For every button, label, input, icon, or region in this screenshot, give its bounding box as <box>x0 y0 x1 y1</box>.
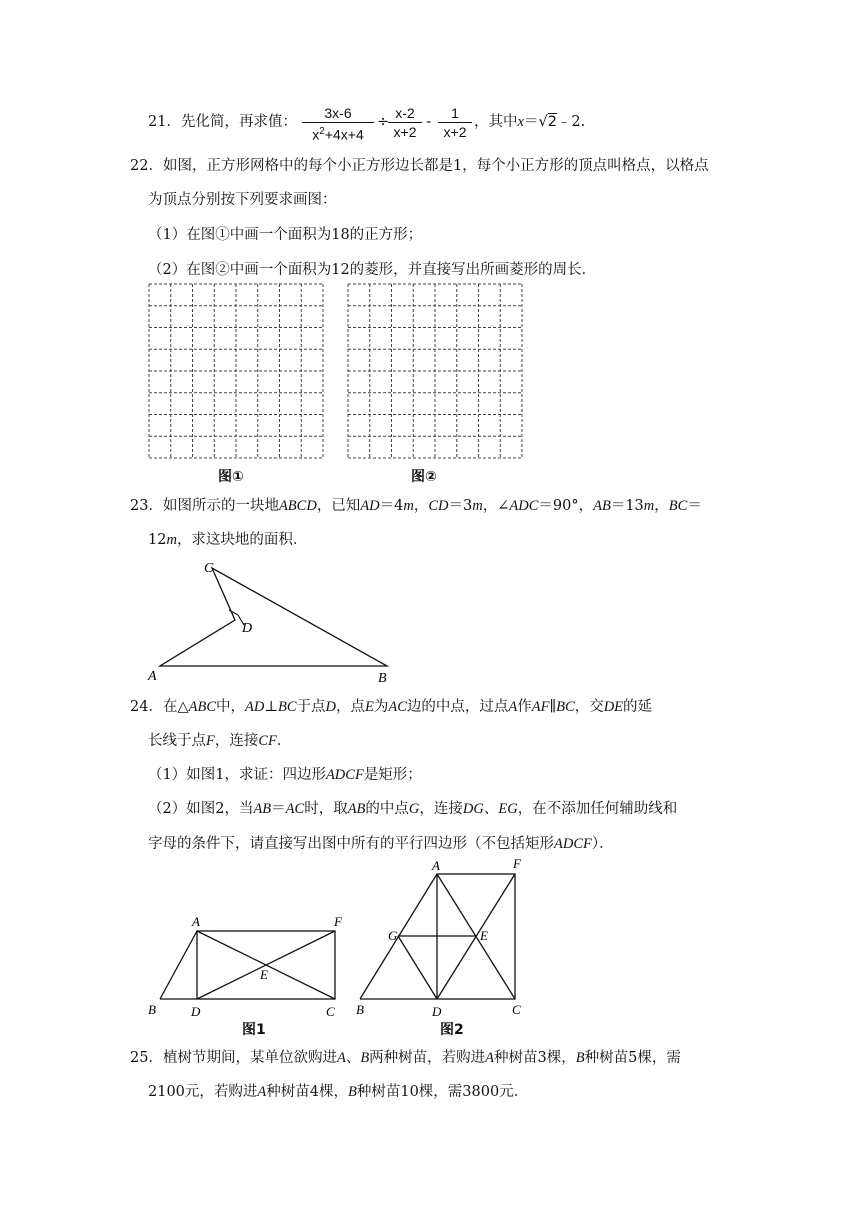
q21-fraction-3: 1 x+2 <box>438 104 472 141</box>
svg-text:E: E <box>260 967 268 982</box>
q24-part-1: （1）如图1，求证：四边形ADCF是矩形； <box>148 767 422 783</box>
label-D: D <box>242 621 253 636</box>
q22-line-1: 22．如图，正方形网格中的每个小正方形边长都是1，每个小正方形的顶点叫格点，以格点 <box>130 158 709 174</box>
grid-figure-2 <box>347 283 523 459</box>
q24-line-1: 24．在△ABC中，AD⊥BC于点D，点E为AC边的中点，过点A作AF∥BC，交DE的延 <box>130 699 653 715</box>
svg-text:F: F <box>334 914 342 929</box>
svg-text:B: B <box>148 1002 156 1017</box>
q21-fraction-1 <box>302 104 374 144</box>
fig2-caption: 图② <box>411 469 437 485</box>
svg-text:A: A <box>432 858 440 873</box>
q24-part-2: （2）如图2，当AB＝AC时，取AB的中点G，连接DG、EG，在不添加任何辅助线和 <box>148 801 678 817</box>
q21-frac1-denominator: $x^2+4x+4$ <box>312 126 364 143</box>
svg-text:D: D <box>432 1004 442 1019</box>
q21-divide: ÷ <box>377 114 390 130</box>
svg-text:D: D <box>191 1004 201 1019</box>
grid-figure-1 <box>148 283 324 459</box>
q25-line-2: 2100元，若购进A种树苗4棵，B种树苗10棵，需3800元． <box>148 1084 529 1100</box>
q22-line-2: 为顶点分别按下列要求画图： <box>148 192 337 208</box>
label-C: C <box>204 561 214 576</box>
rectangle-figure-1 <box>140 906 360 1022</box>
svg-text:B: B <box>356 1002 364 1017</box>
svg-text:F: F <box>513 856 521 871</box>
q21-prefix: 先化简，再求值： <box>180 114 297 130</box>
q24-part-3: 字母的条件下，请直接写出图中所有的平行四边形（不包括矩形ADCF）． <box>148 836 614 852</box>
q21-frac1-numerator: 3x-6 <box>324 105 352 121</box>
q21-condition: ，其中x＝√2﹣2. <box>474 114 586 130</box>
q22-part-1: （1）在图①中画一个面积为18的正方形； <box>148 227 423 243</box>
label-B: B <box>378 671 387 686</box>
fig1-caption: 图① <box>218 469 244 485</box>
q23-line-1: 23．如图所示的一块地ABCD，已知AD＝4m，CD＝3m，∠ADC＝90°，AB＝13m，BC＝ <box>130 498 702 514</box>
q21-fraction-2: x-2 x+2 <box>388 104 422 141</box>
q24-fig1-caption: 图1 <box>242 1022 266 1038</box>
svg-text:C: C <box>326 1004 335 1019</box>
q24-fig2-caption: 图2 <box>440 1022 464 1038</box>
svg-text:E: E <box>480 928 488 943</box>
q21-line <box>148 112 297 132</box>
rectangle-figure-2 <box>350 856 540 1022</box>
sqrt-icon: √ <box>538 114 548 130</box>
q25-line-1: 25．植树节期间，某单位欲购进A、B两种树苗，若购进A种树苗3棵，B种树苗5棵，需 <box>130 1050 681 1066</box>
q21-minus: - <box>426 114 432 130</box>
quad-shape <box>160 568 387 666</box>
svg-text:A: A <box>192 914 200 929</box>
q23-line-2: 12m，求这块地的面积． <box>148 532 308 548</box>
quadrilateral-figure <box>140 556 410 688</box>
svg-text:G: G <box>388 928 398 943</box>
q24-line-2: 长线于点F，连接CF． <box>148 733 292 749</box>
q21-number: 21． <box>148 114 181 130</box>
svg-text:C: C <box>512 1002 521 1017</box>
q22-part-2: （2）在图②中画一个面积为12的菱形，并直接写出所画菱形的周长． <box>148 262 597 278</box>
label-A: A <box>148 669 157 684</box>
